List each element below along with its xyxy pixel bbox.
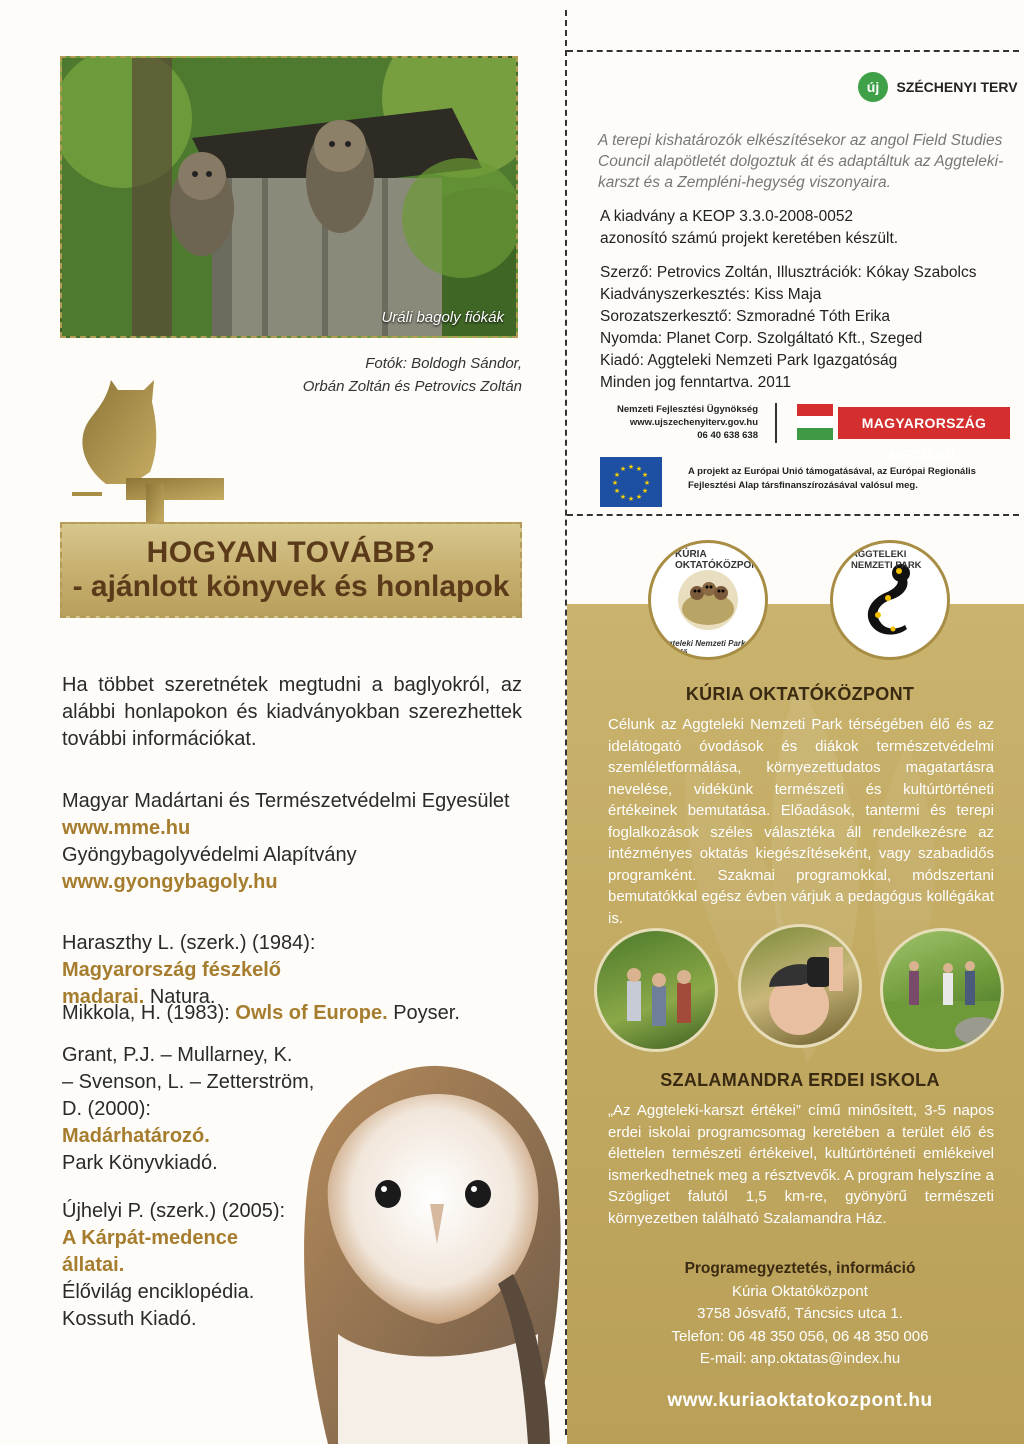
photo-caption: Uráli bagoly fiókák	[381, 309, 504, 326]
kuria-oktatokozpont-logo	[648, 540, 768, 660]
book-publisher: Natura.	[149, 986, 216, 1008]
credit-line: Szerző: Petrovics Zoltán, Illusztrációk: Kókay Szabolcs	[600, 264, 977, 281]
book-title: Owls of Europe.	[235, 1002, 388, 1024]
credit-line: Kiadó: Aggteleki Nemzeti Park Igazgatóság	[600, 352, 898, 369]
org-name: Gyöngybagolyvédelmi Alapítvány	[62, 844, 357, 866]
book-author: Mikkola, H. (1983):	[62, 1002, 230, 1024]
svg-text:★: ★	[613, 471, 621, 479]
kuria-logo-ring-text: KÚRIA OKTATÓKÖZPONT	[675, 549, 765, 571]
contact-email[interactable]: E-mail: anp.oktatas@index.hu	[699, 1350, 901, 1367]
credit-line: Nyomda: Planet Corp. Szolgáltató Kft., Szeged	[600, 330, 923, 347]
section-heading-subtitle: - ajánlott könyvek és honlapok	[72, 570, 510, 603]
book-author: Haraszthy L. (szerk.) (1984):	[62, 932, 316, 954]
szechenyi-mark-icon: új	[858, 72, 888, 102]
website-link[interactable]: www.kuriaoktatokozpont.hu	[667, 1390, 933, 1411]
credit-line: Kiadványszerkesztés: Kiss Maja	[600, 286, 822, 303]
npark-logo-ring-text: AGGTELEKI NEMZETI PARK	[851, 549, 922, 571]
book-publisher: Poyser.	[393, 1002, 460, 1024]
cut-line-top	[567, 50, 1019, 52]
kuria-section-body: Célunk az Aggteleki Nemzeti Park térségében élő és az idelátogató óvodások és diákok természetvédelmi szemléletformálása, környezettudatos magatartásra nevelése, vidékünk természeti és kultúrtörténeti értékeinek bemutatása. Előadások, tantermi és terepi foglalkozások széles választéka áll rendelkezésre az intézményes oktatás kiegészítéseként, vagy szabadidős programként. Szakmai programokkal, módszertani bemutatókkal egész évben várjuk a pedagógus kollégákat is.	[608, 716, 994, 927]
hungarian-flag-icon	[797, 404, 833, 440]
nfu-url[interactable]: www.ujszechenyiterv.gov.hu	[629, 417, 758, 428]
book-author: Újhelyi P. (szerk.) (2005):	[62, 1200, 286, 1222]
photo-illustration	[62, 58, 518, 338]
book-title: Madárhatározó.	[62, 1125, 210, 1147]
book-author: – Svenson, L. – Zetterström,	[62, 1071, 315, 1093]
logo-separator	[775, 403, 777, 443]
book-author: D. (2000):	[62, 1098, 151, 1120]
book-entry	[62, 1042, 322, 1177]
owl-chicks-photo	[60, 56, 518, 338]
hiking-group-photo	[880, 928, 1004, 1052]
svg-text:★: ★	[613, 487, 621, 495]
svg-text:★: ★	[619, 493, 627, 501]
contact-title: Programegyeztetés, információ	[684, 1260, 916, 1277]
contact-line: 3758 Jósvafő, Táncsics utca 1.	[697, 1305, 903, 1322]
contact-line: Kúria Oktatóközpont	[732, 1282, 868, 1300]
nfu-name: Nemzeti Fejlesztési Ügynökség	[617, 404, 758, 415]
credit-line: Sorozatszerkesztő: Szmoradné Tóth Erika	[600, 308, 891, 325]
book-title: A Kárpát-medence állatai.	[62, 1227, 238, 1276]
szechenyi-terv-logo	[858, 72, 1018, 106]
section-heading-title: HOGYAN TOVÁBB?	[146, 536, 436, 569]
intro-paragraph: Ha többet szeretnétek megtudni a baglyokról, az alábbi honlapokon és kiadványokban szerezhettek további információkat.	[62, 674, 522, 750]
szalamandra-section-body: „Az Aggteleki-karszt értékei” című minősített, 3-5 napos erdei iskolai programcsomag keretében a terület élő és élettelen természeti értékeivel, kultúrtörténeti emlékeivel ismerkedhetnek meg a résztvevők. A program helyszíne a Szögliget falutól 1,5 km-re, gyönyörű természeti környezetben található Szalamandra Ház.	[608, 1102, 994, 1227]
photo-credit	[260, 352, 522, 398]
org-name: Magyar Madártani és Természetvédelmi Egyesület	[62, 790, 510, 812]
book-publisher: Kossuth Kiadó.	[62, 1308, 197, 1330]
kuria-section-title: KÚRIA OKTATÓKÖZPONT	[685, 684, 915, 704]
photo-credit-line: Fotók: Boldogh Sándor,	[365, 355, 522, 372]
org-link-mme[interactable]: www.mme.hu	[62, 817, 191, 839]
magyarorszag-megujul-banner: MAGYARORSZÁG MEGÚJUL	[838, 407, 1010, 439]
book-author: Grant, P.J. – Mullarney, K.	[62, 1044, 293, 1066]
child-with-binoculars-photo	[738, 924, 862, 1048]
szechenyi-label: SZÉCHENYI TERV	[896, 79, 1018, 95]
cut-line-middle	[567, 514, 1019, 516]
svg-text:★: ★	[635, 465, 643, 473]
project-id-line: azonosító számú projekt keretében készült.	[600, 230, 899, 247]
owl-on-signpost-illustration	[66, 372, 226, 522]
nfu-info	[596, 403, 758, 442]
project-id-note	[600, 206, 1000, 250]
project-id-line: A kiadvány a KEOP 3.3.0-2008-0052	[600, 208, 854, 225]
org-link-gyongybagoly[interactable]: www.gyongybagoly.hu	[62, 871, 278, 893]
book-publisher: Park Könyvkiadó.	[62, 1152, 218, 1174]
book-entry	[62, 1198, 302, 1333]
svg-text:★: ★	[641, 471, 649, 479]
photo-credit-line: Orbán Zoltán és Petrovics Zoltán	[302, 378, 522, 395]
book-publisher: Élővilág enciklopédia.	[62, 1281, 255, 1303]
svg-text:★: ★	[627, 463, 635, 471]
kuria-logo-bottom-text: Aggteleki Nemzeti Park, Jósvafő	[657, 639, 748, 657]
svg-text:★: ★	[627, 495, 635, 503]
book-title: Magyarország fészkelő madarai.	[62, 959, 281, 1008]
contact-phone: Telefon: 06 48 350 056, 06 48 350 006	[671, 1327, 929, 1345]
nfu-phone: 06 40 638 638	[697, 430, 758, 441]
book-entry	[62, 1000, 482, 1027]
svg-text:★: ★	[611, 479, 619, 487]
aggteleki-nemzeti-park-logo	[830, 540, 950, 660]
szalamandra-section-title: SZALAMANDRA ERDEI ISKOLA	[660, 1070, 940, 1090]
organization-list	[62, 788, 522, 896]
svg-text:★: ★	[643, 479, 651, 487]
credit-line: Minden jog fenntartva. 2011	[600, 374, 792, 391]
svg-text:★: ★	[641, 487, 649, 495]
svg-text:★: ★	[619, 465, 627, 473]
contact-block	[600, 1258, 1000, 1371]
eu-flag-icon	[600, 457, 662, 507]
book-entry	[62, 930, 362, 1011]
svg-text:★: ★	[635, 493, 643, 501]
eu-funding-note: A projekt az Európai Unió támogatásával, az Európai Regionális Fejlesztési Alap társfinanszírozásával valósul meg.	[688, 466, 976, 491]
section-heading-box	[60, 522, 522, 618]
field-trip-photo	[594, 928, 718, 1052]
imprint-credits	[600, 262, 1010, 394]
barn-owl-illustration	[298, 1064, 568, 1444]
adaptation-note: A terepi kishatározók elkészítésekor az angol Field Studies Council alapötletét dolgoztuk át és adaptáltuk az Aggteleki-karszt és a Zempléni-hegység viszonyaira.	[598, 132, 1004, 191]
